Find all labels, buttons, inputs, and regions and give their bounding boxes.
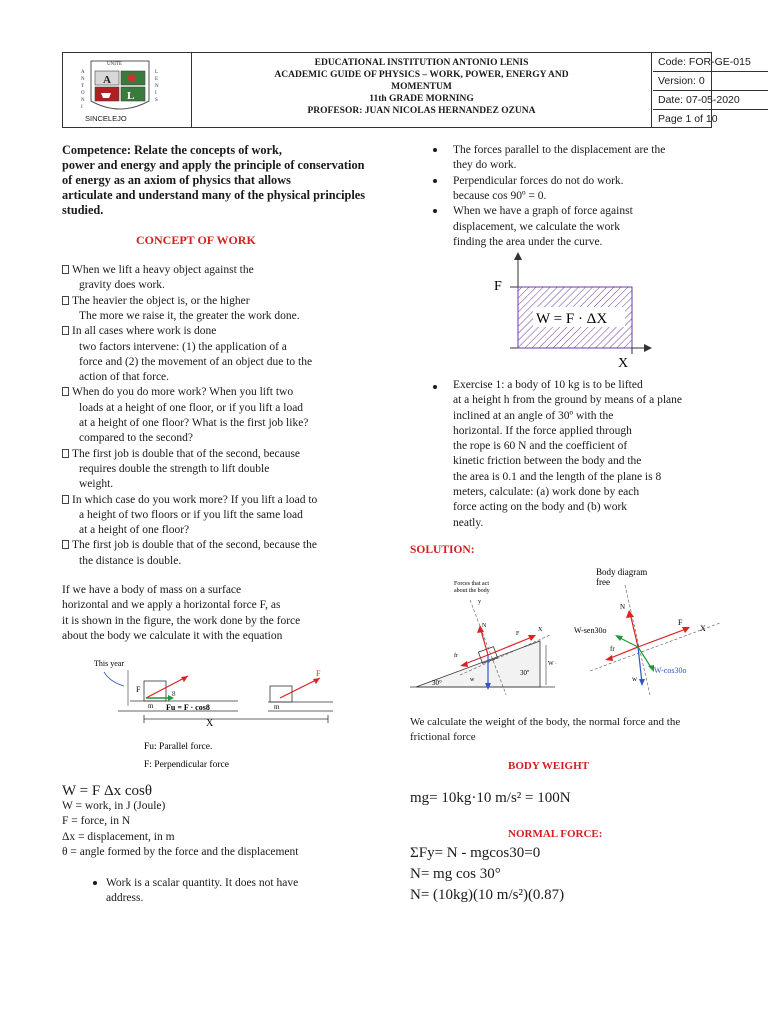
work-force-figure <box>88 656 338 771</box>
title-line: EDUCATIONAL INSTITUTION ANTONIO LENIS <box>314 58 529 68</box>
work-item-first-line <box>62 385 345 400</box>
fig2-w-label: w <box>470 677 475 683</box>
force-bullet-line: When we have a graph of force against <box>453 205 633 218</box>
weight-intro <box>410 715 700 746</box>
doc-code: Code: FOR-GE-015 <box>653 53 768 72</box>
work-equation: W = F Δx cosθ <box>62 783 153 799</box>
doc-page: Page 1 of 10 <box>658 113 718 125</box>
exercise-line: meters, calculate: (a) work done by each <box>453 486 640 499</box>
forces-label-2: about the body <box>454 588 490 594</box>
body-diagram-label-2: free <box>596 577 610 587</box>
work-item-line <box>79 355 362 370</box>
svg-text:N: N <box>155 84 159 89</box>
svg-text:S: S <box>155 98 158 103</box>
fig2-angle-30: 30º <box>520 669 530 677</box>
work-item-line <box>79 340 362 355</box>
work-item-text: The first job is double that of the second, because <box>72 447 301 460</box>
fig1-f-label-2: F <box>316 669 321 678</box>
work-item-text: The heavier the object is, or the higher <box>72 294 250 307</box>
shield-icon <box>63 53 191 127</box>
work-item-text: action of that force. <box>79 371 170 384</box>
fig1-caption-parallel: Fu: Parallel force. <box>144 742 213 752</box>
work-item-text: at a height of one floor? What is the first job like? <box>79 417 309 429</box>
competence-statement <box>62 143 398 218</box>
exercise-line: inclined at an angle of 30º with the <box>453 409 614 422</box>
bullet-dot <box>433 209 437 213</box>
fig2-fr-label: fr <box>454 653 458 659</box>
fig1-theta-label: 8 <box>172 690 176 698</box>
force-bullet-line: finding the area under the curve. <box>453 235 603 248</box>
concept-of-work-heading: CONCEPT OF WORK <box>136 233 256 247</box>
fig2-f-label: F <box>516 631 520 637</box>
fig2-x-label-2: X <box>700 624 706 633</box>
work-item-text: In all cases where work is done <box>72 325 217 338</box>
svg-text:A: A <box>103 74 111 86</box>
scalar-bullet <box>106 876 333 907</box>
solution-heading: SOLUTION: <box>410 544 475 556</box>
work-item-line <box>79 278 362 293</box>
inclined-plane-figure <box>410 565 725 695</box>
document-header <box>62 52 751 128</box>
definition-line: θ = angle formed by the force and the displacement <box>62 845 299 858</box>
bullet-dot <box>433 385 437 389</box>
checkbox-icon <box>62 540 69 549</box>
work-item-line <box>79 462 362 477</box>
checkbox-icon <box>62 449 69 458</box>
fig2-x-label: X <box>538 627 543 633</box>
work-item-first-line <box>62 324 345 339</box>
fig2-w-sen-label: W-sen30o <box>574 626 607 635</box>
fig2-height-label: W · <box>548 661 558 667</box>
work-item-text: at a height of one floor? <box>79 524 190 537</box>
work-item-first-line <box>62 294 345 309</box>
fig2-y-label: y <box>478 599 481 605</box>
exercise-line: horizontal. If the force applied through <box>453 424 632 437</box>
intro-paragraph <box>62 583 392 644</box>
competence-line: power and energy and apply the principle of conservation <box>62 158 365 172</box>
svg-text:I: I <box>155 91 157 96</box>
svg-text:UNITE: UNITE <box>107 62 122 67</box>
svg-text:A: A <box>81 70 85 75</box>
svg-text:N: N <box>81 77 85 82</box>
graph-area-label: W = F · ΔX <box>536 311 608 327</box>
checkbox-icon <box>62 326 69 335</box>
title-line: MOMENTUM <box>391 82 452 92</box>
competence-line: articulate and understand many of the physical principles <box>62 188 366 202</box>
work-item-text: gravity does work. <box>79 279 165 292</box>
paragraph-line: about the body we calculate it with the equation <box>62 629 283 642</box>
graph-f-axis-label: F <box>494 279 502 294</box>
definition-line: W = work, in J (Joule) <box>62 800 166 812</box>
body-diagram-label: Body diagram <box>596 567 648 577</box>
fig2-fr-label-2: fr <box>610 645 615 653</box>
title-line: ACADEMIC GUIDE OF PHYSICS – WORK, POWER, ENERGY AND <box>274 70 569 80</box>
competence-line: of energy as an axiom of physics that allows <box>62 173 291 187</box>
fig2-w-cos-label: W-cos30o <box>654 666 687 675</box>
fig1-fu-equation: Fu = F · cos8 <box>166 703 210 712</box>
paragraph-line: horizontal and we apply a horizontal force F, as <box>62 599 281 612</box>
normal-eq-line: N= mg cos 30° <box>410 866 501 882</box>
bullet-line: Work is a scalar quantity. It does not have <box>106 877 299 889</box>
work-item-first-line <box>62 263 345 278</box>
checkbox-icon <box>62 265 69 274</box>
force-bullet-line: they do work. <box>453 159 517 172</box>
fig1-x-label: X <box>206 718 214 729</box>
bullet-line: address. <box>106 892 144 905</box>
fig2-n-label: N <box>482 623 487 629</box>
school-logo <box>63 53 192 127</box>
paragraph-line: it is shown in the figure, the work done by the force <box>62 614 301 627</box>
exercise-line: Exercise 1: a body of 10 kg is to be lifted <box>453 379 643 391</box>
svg-text:L: L <box>155 70 159 75</box>
normal-force-heading: NORMAL FORCE: <box>508 828 603 840</box>
force-bullet-line: The forces parallel to the displacement are the <box>453 144 666 156</box>
work-item-text: The more we raise it, the greater the work done. <box>79 309 300 322</box>
fig1-f-label: F <box>136 685 141 694</box>
work-item-text: In which case do you work more? If you lift a load to <box>72 493 318 506</box>
svg-text:T: T <box>81 84 85 89</box>
fig2-angle-label: 30° <box>432 679 442 687</box>
svg-text:I: I <box>81 105 83 110</box>
svg-text:E: E <box>155 77 159 82</box>
work-item-first-line <box>62 538 345 553</box>
normal-eq-line: ΣFy= N - mgcos30=0 <box>410 845 541 861</box>
competence-line: studied. <box>62 203 104 217</box>
bullet-dot <box>93 881 97 885</box>
work-item-first-line <box>62 493 345 508</box>
work-item-line <box>79 554 362 569</box>
work-item-text: When do you do more work? When you lift two <box>72 386 294 399</box>
normal-equations <box>410 843 564 906</box>
exercise-line: kinetic friction between the body and the <box>453 455 642 468</box>
fig1-caption-perpendicular: F: Perpendicular force <box>144 760 229 770</box>
fig1-mass-label-2: m <box>274 703 280 711</box>
work-item-text: When we lift a heavy object against the <box>72 264 254 276</box>
definition-line: F = force, in N <box>62 815 131 828</box>
weight-intro-line: frictional force <box>410 731 476 744</box>
exercise-line: the rope is 60 N and the coefficient of <box>453 440 628 453</box>
work-item-first-line <box>62 447 345 462</box>
force-bullet-line: Perpendicular forces do not do work. <box>453 174 624 187</box>
work-item-text: two factors intervene: (1) the application of a <box>79 340 287 353</box>
work-item-text: weight. <box>79 478 114 491</box>
work-item-text: The first job is double that of the second, because the <box>72 539 317 552</box>
forces-label: Forces that act <box>454 581 489 587</box>
work-item-text: force and (2) the movement of an object due to the <box>79 355 313 368</box>
fig2-f-label-2: F <box>678 618 683 627</box>
exercise-1 <box>453 378 700 531</box>
doc-version: Version: 0 <box>653 72 768 91</box>
work-item-text: loads at a height of one floor, or if you lift a load <box>79 401 304 414</box>
graph-x-axis-label: X <box>618 356 629 370</box>
fig1-this-year-label: This year <box>94 659 124 668</box>
work-item-line <box>79 508 362 523</box>
fig1-mass-label: m <box>148 702 154 710</box>
competence-line: Competence: Relate the concepts of work, <box>62 143 282 157</box>
exercise-line: the area is 0.1 and the length of the plane is 8 <box>453 470 662 483</box>
bullet-dot <box>433 148 437 152</box>
svg-text:O: O <box>81 91 85 96</box>
work-item-line <box>79 523 362 538</box>
exercise-line: neatly. <box>453 516 484 529</box>
exercise-line: at a height h from the ground by means of a plane <box>453 394 682 407</box>
title-line: PROFESOR: JUAN NICOLAS HERNANDEZ OZUNA <box>307 106 536 116</box>
force-bullet-line: displacement, we calculate the work <box>453 220 620 233</box>
svg-text:N: N <box>81 98 85 103</box>
checkbox-icon <box>62 387 69 396</box>
body-weight-heading: BODY WEIGHT <box>508 760 589 772</box>
weight-equation: mg= 10kg·10 m/s² = 100N <box>410 790 571 806</box>
definition-line: Δx = displacement, in m <box>62 830 175 843</box>
work-item-text: a height of two floors or if you lift the same load <box>79 508 303 521</box>
svg-text:L: L <box>127 90 135 102</box>
fig2-n-label-2: N <box>620 603 626 611</box>
work-item-text: the distance is double. <box>79 554 182 567</box>
document-title <box>192 53 652 127</box>
title-line: 11th GRADE MORNING <box>369 94 474 104</box>
force-bullet-line: because cos 90º = 0. <box>453 189 547 202</box>
weight-intro-line: We calculate the weight of the body, the normal force and the <box>410 716 681 728</box>
equation-definitions <box>62 799 298 860</box>
work-item-line <box>79 431 362 446</box>
fig2-w-label-2: w <box>632 675 638 683</box>
paragraph-line: If we have a body of mass on a surface <box>62 584 242 596</box>
work-item-text: requires double the strength to lift double <box>79 462 270 475</box>
normal-eq-line: N= (10kg)(10 m/s²)(0.87) <box>410 887 565 903</box>
work-item-line <box>79 416 362 431</box>
work-item-line <box>79 370 362 385</box>
exercise-line: force acting on the body and (b) work <box>453 501 628 514</box>
work-item-line <box>79 309 362 324</box>
work-item-text: compared to the second? <box>79 432 193 445</box>
doc-date: Date: 07-05-2020 <box>653 91 768 110</box>
logo-city: SINCELEJO <box>85 114 127 123</box>
work-item-line <box>79 401 362 416</box>
work-item-line <box>79 477 362 492</box>
checkbox-icon <box>62 296 69 305</box>
checkbox-icon <box>62 495 69 504</box>
force-displacement-graph <box>488 250 658 370</box>
bullet-dot <box>433 179 437 183</box>
